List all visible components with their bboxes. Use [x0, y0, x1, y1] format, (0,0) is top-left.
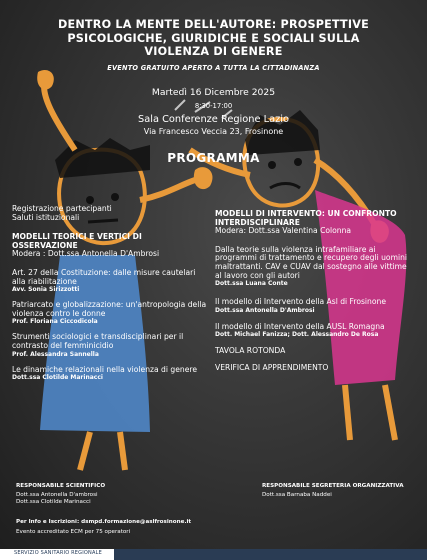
moderator: Modera: Dott.ssa Valentina Colonna	[215, 226, 352, 236]
info-line	[16, 519, 191, 525]
event-date: Martedì 16 Dicembre 2025	[151, 87, 276, 98]
program-item: Le dinamiche relazionali nella violenza di genere	[12, 364, 198, 374]
ecm-note: Evento accreditato ECM per 75 operatori	[16, 529, 131, 535]
program-item: VERIFICA DI APPRENDIMENTO	[215, 362, 329, 372]
event-venue: Sala Conferenze Regione Lazio	[138, 114, 289, 125]
program-item: Patriarcato e globalizzazione: un'antropologia della violenza contro le donne	[12, 300, 207, 318]
bottom-bar-accent	[114, 549, 427, 560]
event-subtitle: EVENTO GRATUITO APERTO A TUTTA LA CITTADINANZA	[107, 64, 320, 72]
program-item: Il modello di Intervento della AUSL Romagna	[215, 321, 385, 331]
program-item: Strumenti sociologici e transdisciplinari per il contrasto del femminicidio	[12, 332, 184, 350]
speaker-name: Avv. Sonia Sirizzotti	[12, 286, 80, 294]
program-item: Il modello di Intervento della Asl di Frosinone	[215, 297, 386, 307]
speaker-name: Prof. Alessandra Sannella	[12, 350, 99, 358]
program-item: Saluti istituzionali	[12, 212, 80, 222]
secretary-name: Dott.ssa Barnaba Naddei	[262, 492, 332, 498]
info-email[interactable]: dsmpd.formazione@aslfrosinone.it	[81, 519, 192, 525]
moderator: Modera : Dott.ssa Antonella D'Ambrosi	[12, 249, 160, 259]
event-address: Via Francesco Veccia 23, Frosinone	[143, 127, 284, 136]
program-right-column	[215, 210, 415, 373]
speaker-name: Prof. Floriana Ciccodicola	[12, 318, 98, 326]
scientific-name: Dott.ssa Antonella D'ambrosi	[16, 492, 98, 498]
section-heading: MODELLI DI INTERVENTO: UN CONFRONTO INTERDISCIPLINARE	[215, 209, 397, 227]
program-item: Registrazione partecipanti	[12, 204, 112, 213]
program-left-column	[12, 205, 207, 381]
speaker-name: Dott.ssa Clotilde Marinacci	[12, 374, 103, 382]
poster-footer	[0, 470, 427, 560]
scientific-label: RESPONSABILE SCIENTIFICO	[16, 483, 106, 489]
programma-heading: PROGRAMMA	[167, 151, 260, 165]
title-line: VIOLENZA DI GENERE	[144, 45, 283, 58]
speaker-name: Dott.ssa Luana Conte	[215, 280, 288, 288]
scientific-name: Dott.ssa Clotilde Marinacci	[16, 499, 91, 505]
program-item: Art. 27 della Costituzione: dalle misure cautelari alla riabilitazione	[12, 267, 196, 286]
info-label: Per Info e Iscrizioni:	[16, 519, 80, 525]
event-time: 8:30-17:00	[194, 102, 233, 110]
section-heading: MODELLI TEORICI E VERTICI DI OSSERVAZIONE	[12, 232, 142, 250]
title-line: PSICOLOGICHE, GIURIDICHE E SOCIALI SULLA	[67, 31, 360, 45]
speaker-name: Dott. Michael Fanizza; Dott. Alessandro De Rosa	[215, 331, 379, 339]
event-title	[0, 18, 427, 59]
program-item: TAVOLA ROTONDA	[215, 346, 286, 356]
program-item: Dalla teorie sulla violenza intrafamiliare ai programmi di trattamento e recupero degli uomini maltrattanti. CAV e CUAV dal sostegno alle vittime al lavoro con gli autori	[215, 244, 408, 280]
title-line: DENTRO LA MENTE DELL'AUTORE: PROSPETTIVE	[58, 18, 369, 31]
regional-service-label: SERVIZIO SANITARIO REGIONALE	[14, 550, 102, 556]
speaker-name: Dott.ssa Antonella D'Ambrosi	[215, 306, 315, 314]
secretary-label: RESPONSABILE SEGRETERIA ORGANIZZATIVA	[262, 483, 404, 489]
